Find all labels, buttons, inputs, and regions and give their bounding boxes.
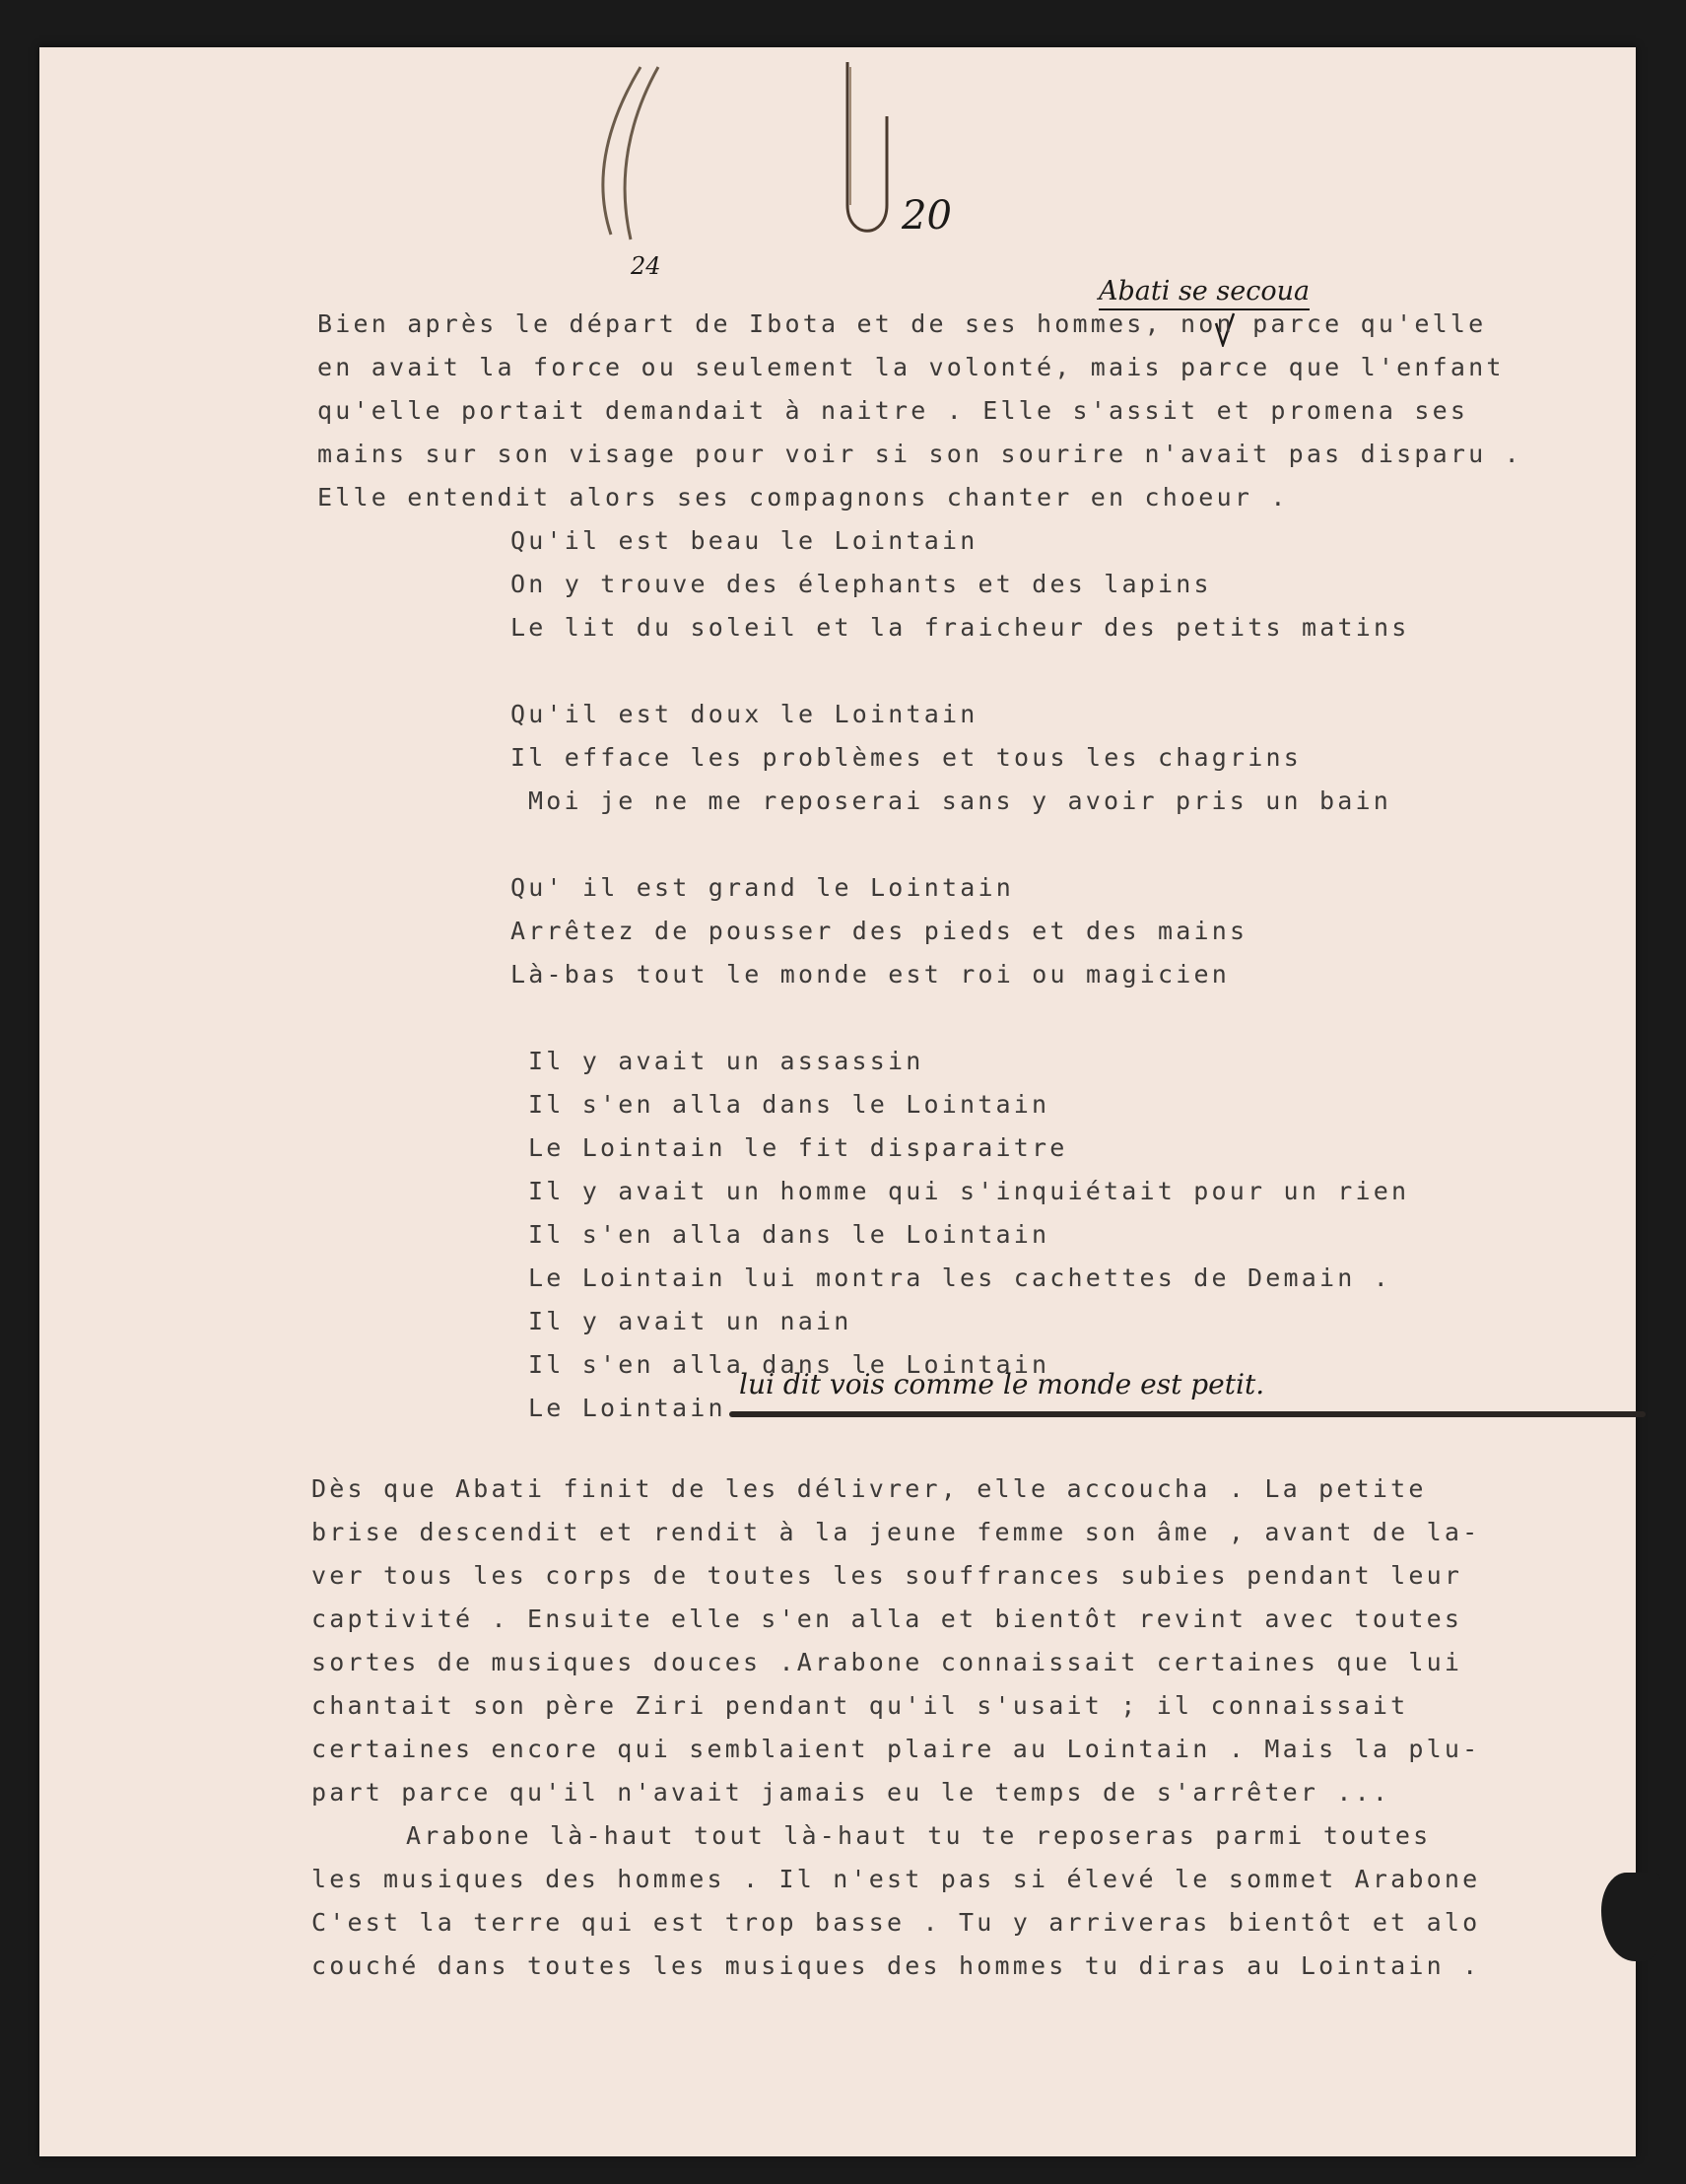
text-line: qu'elle portait demandait à naitre . Elle s'assit et promena ses	[317, 396, 1469, 425]
song-line: Il s'en alla dans le Lointain	[528, 1350, 1050, 1379]
paper-clip-marks	[572, 57, 907, 254]
song-line: Il efface les problèmes et tous les chagrins	[510, 743, 1303, 772]
song-line: Qu' il est grand le Lointain	[510, 873, 1015, 902]
text-line: les musiques des hommes . Il n'est pas si élevé le sommet Arabone	[311, 1865, 1481, 1893]
strikethrough-line	[729, 1411, 1646, 1417]
old-page-number: 24	[631, 252, 661, 280]
text-line: part parce qu'il n'avait jamais eu le temps de s'arrêter ...	[311, 1778, 1391, 1807]
text-line: Bien après le départ de Ibota et de ses hommes, non parce qu'elle	[317, 309, 1487, 338]
song-line: Il y avait un assassin	[528, 1047, 924, 1075]
song-line: Là-bas tout le monde est roi ou magicien	[510, 960, 1231, 989]
text-line: mains sur son visage pour voir si son sourire n'avait pas disparu .	[317, 440, 1522, 468]
text-line: en avait la force ou seulement la volonté, mais parce que l'enfant	[317, 353, 1505, 381]
song-line: Il s'en alla dans le Lointain	[528, 1090, 1050, 1119]
text-line: chantait son père Ziri pendant qu'il s'usait ; il connaissait	[311, 1691, 1409, 1720]
song-line: Moi je ne me reposerai sans y avoir pris un bain	[528, 786, 1392, 815]
page-number: 20	[902, 193, 952, 239]
song-line: Arrêtez de pousser des pieds et des mains	[510, 917, 1248, 945]
text-line: certaines encore qui semblaient plaire au Lointain . Mais la plu-	[311, 1735, 1481, 1763]
song-line: Qu'il est doux le Lointain	[510, 700, 978, 728]
song-line: Il y avait un nain	[528, 1307, 852, 1335]
text-line: Arabone là-haut tout là-haut tu te reposeras parmi toutes	[406, 1821, 1432, 1850]
text-line: captivité . Ensuite elle s'en alla et bientôt revint avec toutes	[311, 1604, 1463, 1633]
song-line: Il y avait un homme qui s'inquiétait pour un rien	[528, 1177, 1410, 1205]
typewritten-page	[39, 47, 1636, 2156]
text-line: sortes de musiques douces .Arabone connaissait certaines que lui	[311, 1648, 1463, 1676]
text-line: couché dans toutes les musiques des hommes tu diras au Lointain .	[311, 1951, 1481, 1980]
song-line: Le Lointain le fit disparaitre	[528, 1133, 1068, 1162]
text-line: C'est la terre qui est trop basse . Tu y arriveras bientôt et alo	[311, 1908, 1481, 1937]
song-line: Le Lointain	[528, 1394, 726, 1422]
song-line: Il s'en alla dans le Lointain	[528, 1220, 1050, 1249]
song-line: Qu'il est beau le Lointain	[510, 526, 978, 555]
text-line: ver tous les corps de toutes les souffrances subies pendant leur	[311, 1561, 1463, 1590]
handwritten-replacement: lui dit vois comme le monde est petit.	[739, 1368, 1265, 1400]
song-line: Le lit du soleil et la fraicheur des petits matins	[510, 613, 1410, 642]
handwritten-insert: Abati se secoua	[1099, 276, 1310, 310]
song-line: Le Lointain lui montra les cachettes de Demain .	[528, 1263, 1392, 1292]
text-line: Elle entendit alors ses compagnons chanter en choeur .	[317, 483, 1289, 512]
song-line: On y trouve des élephants et des lapins	[510, 570, 1212, 598]
text-line: Dès que Abati finit de les délivrer, elle accoucha . La petite	[311, 1474, 1427, 1503]
text-line: brise descendit et rendit à la jeune femme son âme , avant de la-	[311, 1518, 1481, 1546]
